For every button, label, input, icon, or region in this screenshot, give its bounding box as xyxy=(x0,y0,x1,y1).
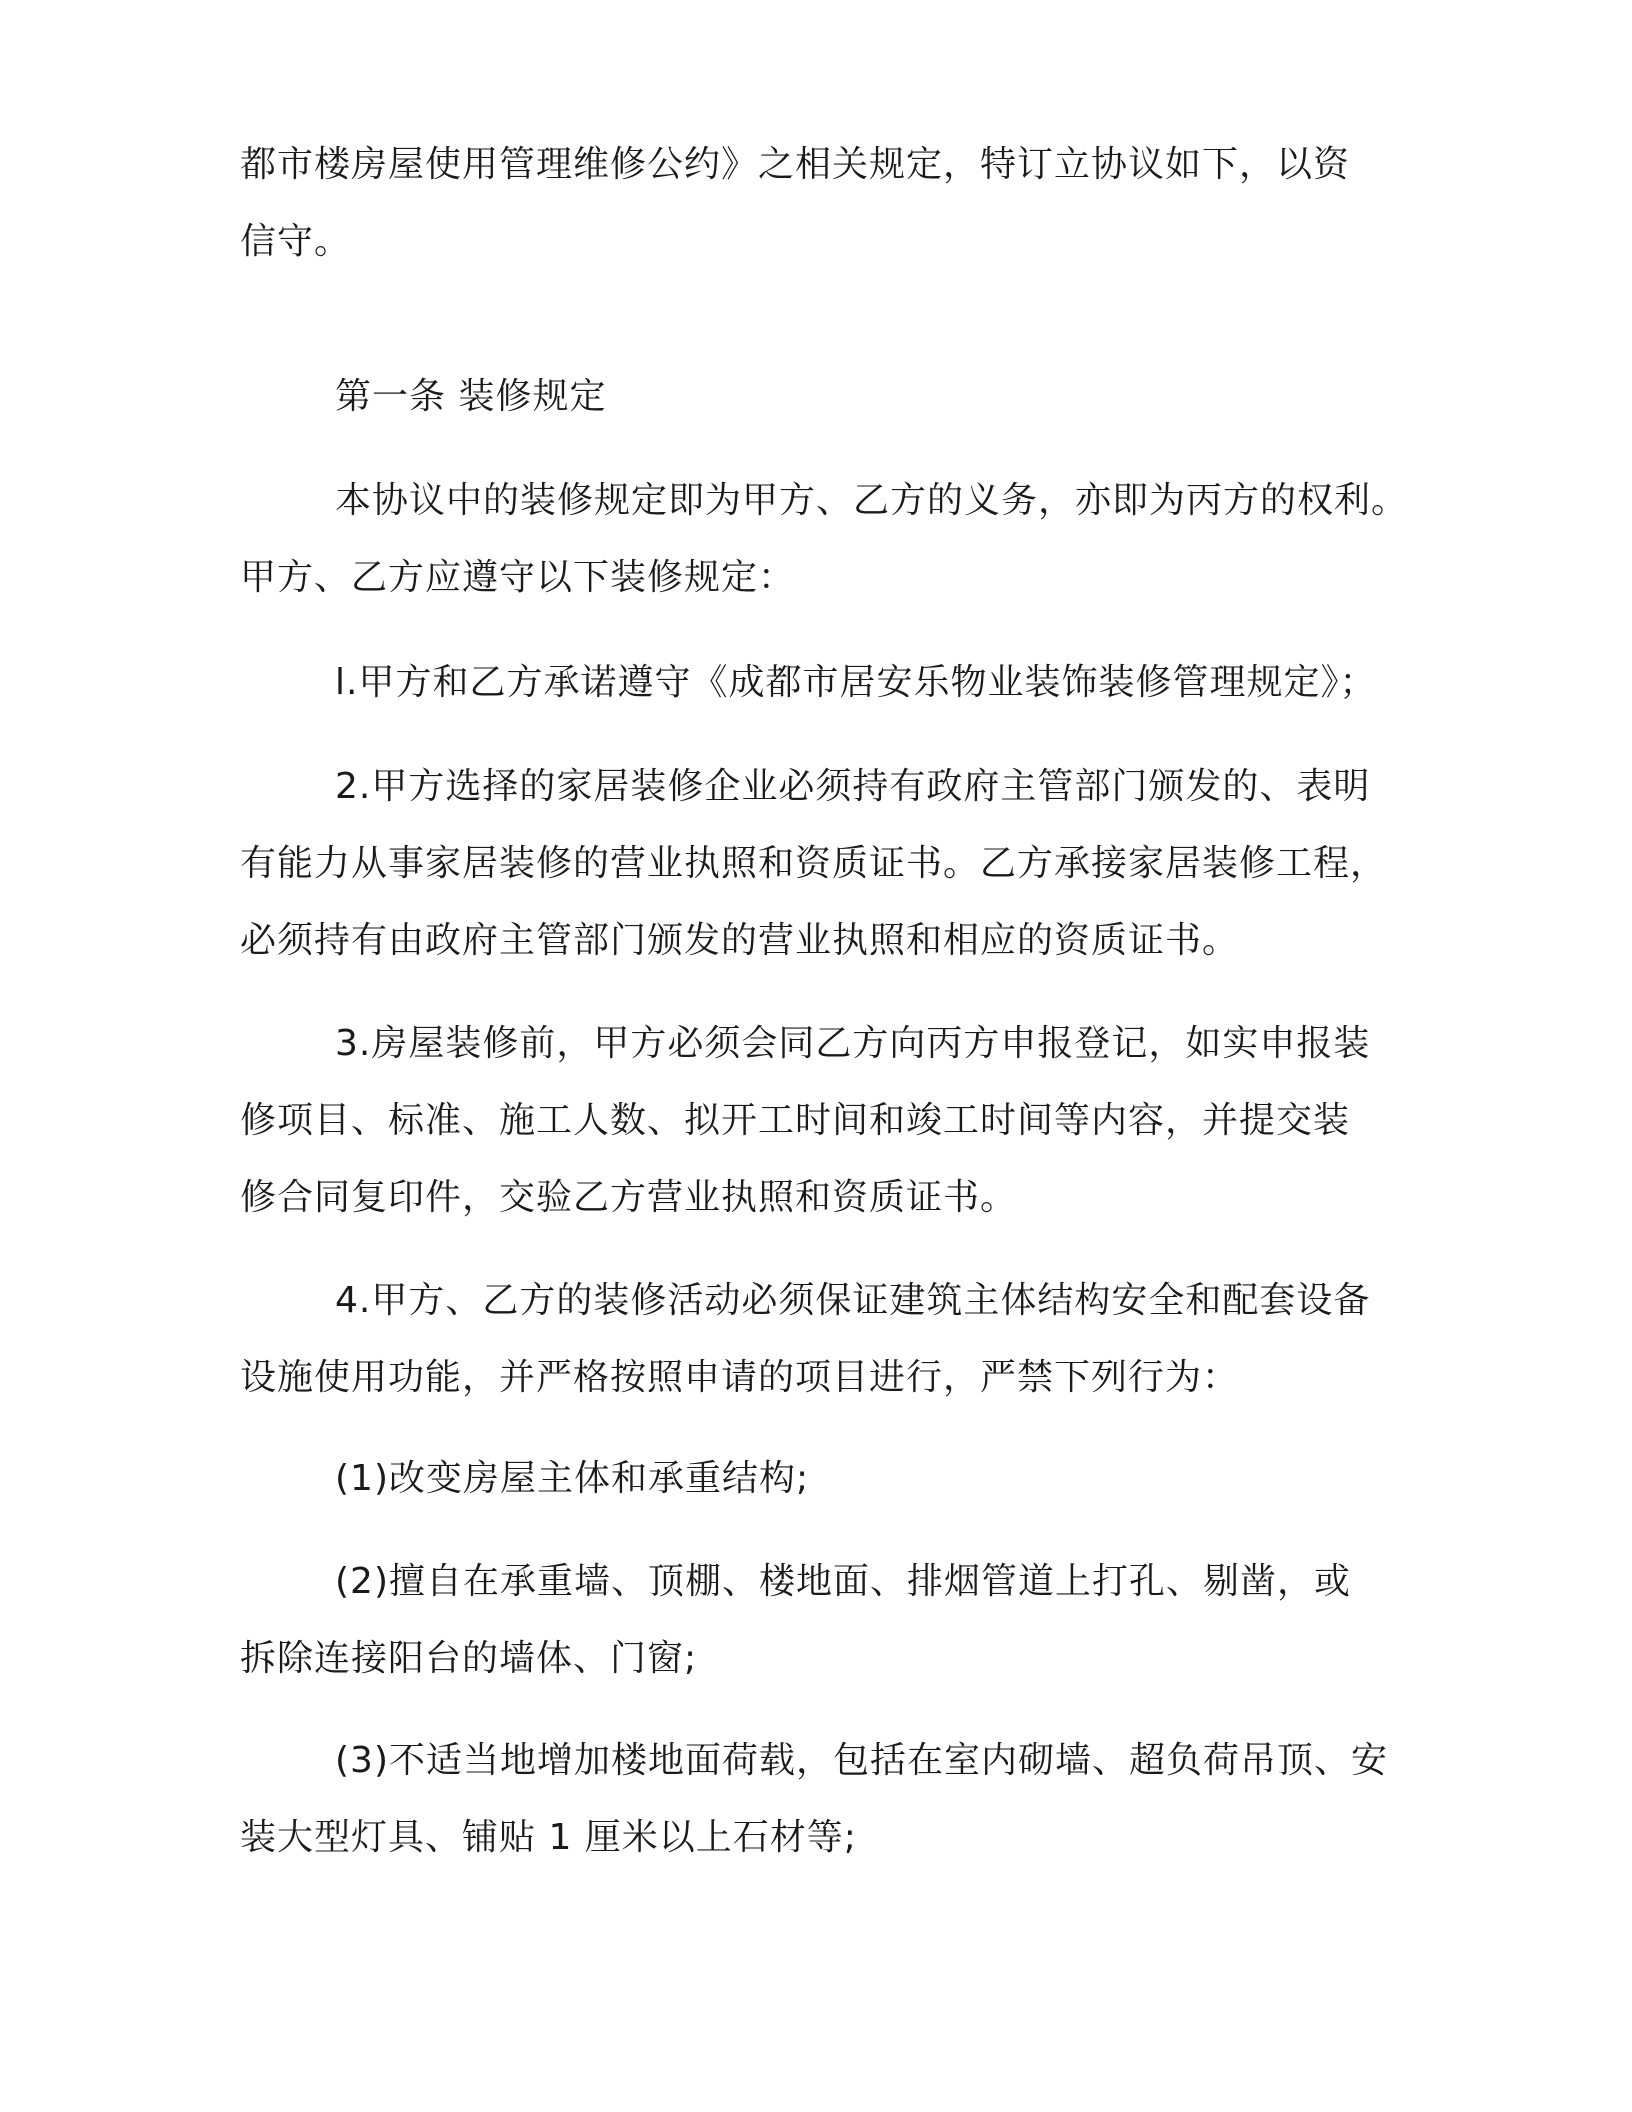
paragraph-subitem-1 xyxy=(240,1440,1400,1517)
text-line: 修合同复印件，交验乙方营业执照和资质证书。 xyxy=(240,1177,1018,1218)
paragraph-subitem-3 xyxy=(240,1722,1400,1876)
text-line: (1)改变房屋主体和承重结构; xyxy=(335,1458,810,1499)
text-line: 信守。 xyxy=(240,221,352,262)
text-line: l.甲方和乙方承诺遵守《成都市居安乐物业装饰装修管理规定》； xyxy=(335,662,1377,703)
text-line: 甲方、乙方应遵守以下装修规定： xyxy=(240,557,796,598)
text-line: 设施使用功能，并严格按照申请的项目进行，严禁下列行为： xyxy=(240,1357,1240,1398)
text-line: 4.甲方、乙方的装修活动必须保证建筑主体结构安全和配套设备 xyxy=(335,1280,1371,1321)
paragraph-intro xyxy=(240,462,1409,616)
paragraph-item-4 xyxy=(240,1262,1400,1416)
paragraph-item-1 xyxy=(240,644,1400,721)
heading-text: 第一条 装修规定 xyxy=(335,376,607,417)
text-line: 2.甲方选择的家居装修企业必须持有政府主管部门颁发的、表明 xyxy=(335,766,1371,807)
section-heading xyxy=(240,358,1400,435)
text-line: (2)擅自在承重墙、顶棚、楼地面、排烟管道上打孔、剔凿，或 xyxy=(335,1561,1351,1602)
paragraph-item-3 xyxy=(240,1005,1400,1236)
paragraph-continuation xyxy=(240,126,1400,280)
text-line: 装大型灯具、铺贴 1 厘米以上石材等; xyxy=(240,1817,857,1858)
text-line: (3)不适当地增加楼地面荷载，包括在室内砌墙、超负荷吊顶、安 xyxy=(335,1740,1388,1781)
text-line: 3.房屋装修前，甲方必须会同乙方向丙方申报登记，如实申报装 xyxy=(335,1023,1371,1064)
text-line: 本协议中的装修规定即为甲方、乙方的义务，亦即为丙方的权利。 xyxy=(335,480,1409,521)
text-line: 都市楼房屋使用管理维修公约》之相关规定，特订立协议如下，以资 xyxy=(240,144,1351,185)
paragraph-subitem-2 xyxy=(240,1543,1400,1697)
text-line: 拆除连接阳台的墙体、门窗; xyxy=(240,1638,698,1679)
text-line: 有能力从事家居装修的营业执照和资质证书。乙方承接家居装修工程， xyxy=(240,843,1388,884)
paragraph-item-2 xyxy=(240,748,1400,979)
text-line: 修项目、标准、施工人数、拟开工时间和竣工时间等内容，并提交装 xyxy=(240,1100,1351,1141)
text-line: 必须持有由政府主管部门颁发的营业执照和相应的资质证书。 xyxy=(240,920,1240,961)
